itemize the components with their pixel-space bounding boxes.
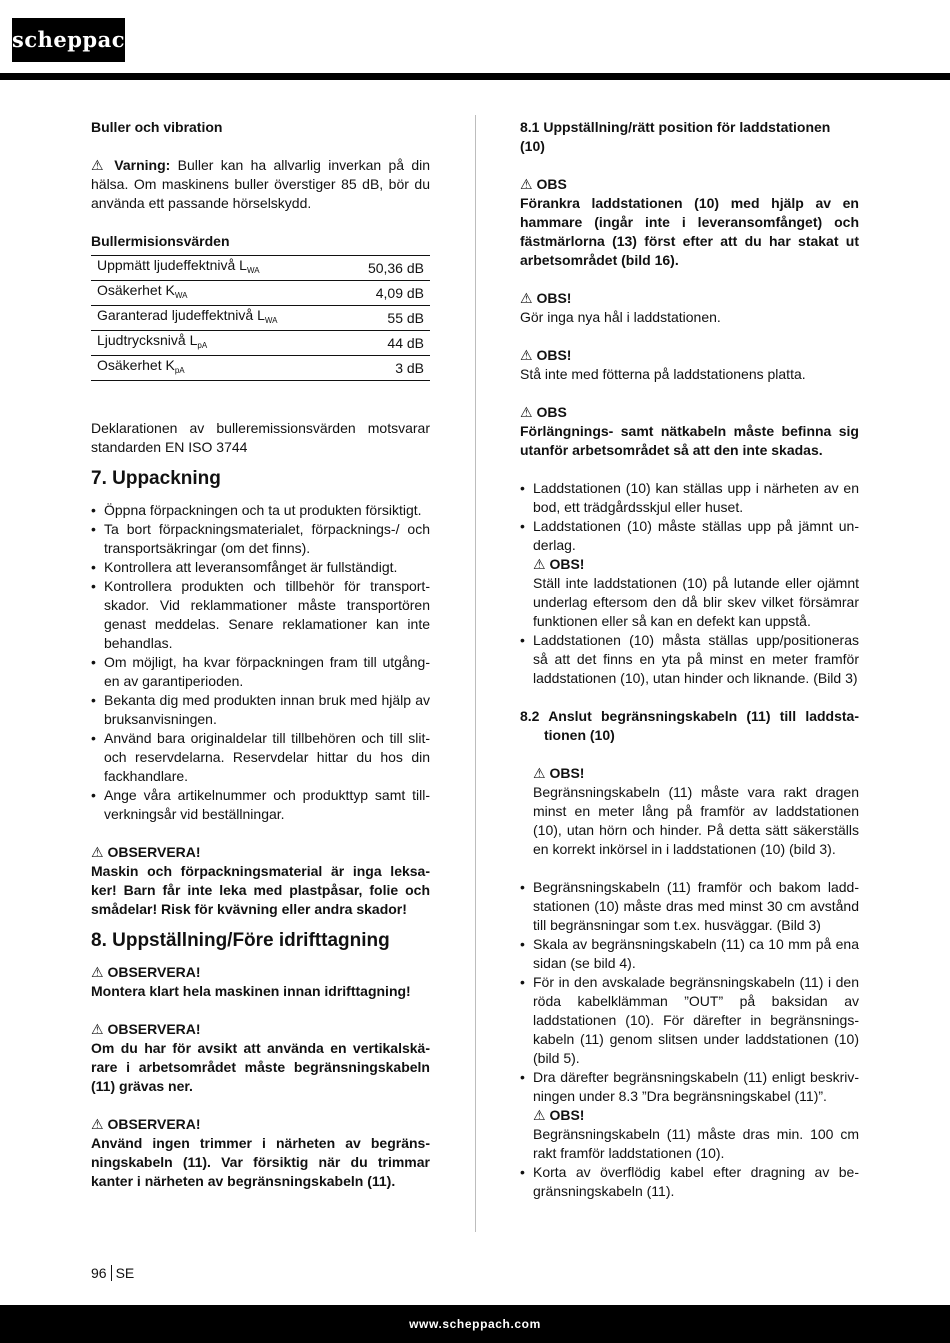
obs-e-text: Begränsningskabeln (11) måste vara rakt dragen minst en meter lång på framför av laddstationen (10), utan hörn och hinder. På detta sätt säkerställs en korrekt inkörsel in i laddstationen (10) (bild 3).	[533, 784, 859, 857]
noise-warning	[91, 156, 430, 213]
section7-title: 7. Uppackning	[91, 468, 221, 489]
row-label: Uppmätt ljudeffektnivå L	[97, 257, 247, 273]
obs-label: OBS!	[549, 1107, 585, 1123]
list-item: • Använd bara originaldelar till tillbehören och till slit-och reservdelarna. Reservdelar hittar du hos din fackhandlare.	[91, 729, 430, 786]
obs-label: OBS!	[536, 290, 572, 306]
observera-4-text: Använd ingen trimmer i närheten av begräns-ningskabeln (11). Var försiktig när du trimmar kanter i närheten av begränsningskabeln (11).	[91, 1135, 430, 1189]
list-item	[520, 1068, 859, 1163]
obs-c	[520, 346, 859, 365]
obs-a	[520, 175, 859, 194]
list-item: • Korta av överflödig kabel efter dragning av be-gränsningskabeln (11).	[520, 1163, 859, 1201]
warning-icon: ⚠	[91, 964, 104, 980]
footer-separator	[111, 1265, 112, 1281]
column-divider	[475, 115, 476, 1232]
header-bar	[0, 73, 950, 80]
obs-label: OBS!	[536, 347, 572, 363]
left-column	[91, 118, 430, 1191]
table-row	[91, 356, 430, 381]
list-item: • Om möjligt, ha kvar förpackningen fram till utgång-en av garantiperioden.	[91, 653, 430, 691]
observera-2-text: Montera klart hela maskinen innan idrifttagning!	[91, 983, 411, 999]
section82-title: 8.2 Anslut begränsningskabeln (11) till laddsta-tionen (10)	[520, 708, 859, 743]
list-item: • För in den avskalade begränsningskabeln (11) i den röda kabelklämman ”OUT” på baksidan av laddstationen (10). För därefter in begränsnings-kabeln (11) genom slitsen under laddstationen (10) (bild 5).	[520, 973, 859, 1068]
list-obs	[533, 1106, 859, 1125]
obs-label: OBS	[536, 176, 567, 192]
observera-label: OBSERVERA!	[107, 964, 201, 980]
table-row	[91, 256, 430, 281]
warning-icon: ⚠	[520, 347, 533, 363]
table-row	[91, 306, 430, 331]
warning-icon: ⚠	[91, 844, 104, 860]
row-label: Garanterad ljudeffektnivå L	[97, 307, 265, 323]
observera-3	[91, 1020, 430, 1039]
row-value: 3 dB	[341, 356, 430, 381]
language-code: SE	[115, 1265, 135, 1281]
list-item-text: Laddstationen (10) måste ställas upp på jämnt un-derlag.	[533, 518, 859, 553]
observera-label: OBSERVERA!	[107, 844, 201, 860]
placement-list	[520, 479, 859, 688]
brand-logo: scheppach	[12, 18, 125, 62]
list-item: • Begränsningskabeln (11) framför och bakom ladd-stationen (10) måste dras med minst 30 cm avstånd till begränsningar som t.ex. husväggar. (Bild 3)	[520, 878, 859, 935]
list-item: • Ta bort förpackningsmaterialet, förpacknings-/ och transportsäkringar (om det finns).	[91, 520, 430, 558]
row-label: Ljudtrycksnivå L	[97, 332, 198, 348]
table-row	[91, 281, 430, 306]
list-item: • Laddstationen (10) kan ställas upp i närheten av en bod, ett trädgårdsskjul eller huset.	[520, 479, 859, 517]
section7-list	[91, 501, 430, 824]
observera-2	[91, 963, 430, 982]
website-link[interactable]: www.scheppach.com	[409, 1317, 541, 1331]
emission-table	[91, 255, 430, 381]
observera-1	[91, 843, 430, 862]
list-obs-text: Begränsningskabeln (11) måste dras min. 100 cm rakt framför laddstationen (10).	[533, 1126, 859, 1161]
observera-3-text: Om du har för avsikt att använda en vertikalskä-rare i arbetsområdet måste begränsningskabeln (11) grävas ner.	[91, 1040, 430, 1094]
row-sub: WA	[246, 266, 260, 275]
obs-e	[533, 764, 859, 783]
list-item: • Kontrollera produkten och tillbehör för transport-skador. Vid reklammationer måste transportören genast meddelas. Senare reklamationer kan inte behandlas.	[91, 577, 430, 653]
warning-icon: ⚠	[520, 290, 533, 306]
list-item: • Öppna förpackningen och ta ut produkten försiktigt.	[91, 501, 430, 520]
observera-label: OBSERVERA!	[107, 1116, 201, 1132]
row-value: 44 dB	[341, 331, 430, 356]
list-item: • Laddstationen (10) måsta ställas upp/positioneras så att det finns en yta på minst en meter framför laddstationen (10), utan hinder och liknande. (Bild 3)	[520, 631, 859, 688]
obs-c-text: Stå inte med fötterna på laddstationens platta.	[520, 366, 806, 382]
row-sub: pA	[174, 366, 185, 375]
noise-heading: Buller och vibration	[91, 119, 223, 135]
obs-label: OBS	[536, 404, 567, 420]
declaration-text: Deklarationen av bulleremissionsvärden motsvarar standarden EN ISO 3744	[91, 420, 430, 455]
obs-label: OBS!	[549, 556, 585, 572]
page-footer	[91, 1265, 134, 1281]
observera-4	[91, 1115, 430, 1134]
right-column	[520, 118, 859, 1201]
page-number: 96	[91, 1265, 107, 1281]
warning-icon: ⚠	[520, 176, 533, 192]
list-item: • Kontrollera att leveransomfånget är fullständigt.	[91, 558, 430, 577]
table-row	[91, 331, 430, 356]
row-value: 4,09 dB	[341, 281, 430, 306]
obs-b-text: Gör inga nya hål i laddstationen.	[520, 309, 721, 325]
list-item: • Ange våra artikelnummer och produkttyp samt till-verkningsår vid beställningar.	[91, 786, 430, 824]
list-item: • Bekanta dig med produkten innan bruk med hjälp av bruksanvisningen.	[91, 691, 430, 729]
row-value: 50,36 dB	[341, 256, 430, 281]
row-sub: WA	[174, 291, 188, 300]
section81-title: 8.1 Uppställning/rätt position för laddstationen (10)	[520, 119, 831, 154]
warning-icon: ⚠	[533, 556, 546, 572]
warning-icon: ⚠	[520, 404, 533, 420]
obs-label: OBS!	[549, 765, 585, 781]
emission-heading: Bullermisionsvärden	[91, 233, 230, 249]
list-item-text: Dra därefter begränsningskabeln (11) enligt beskriv-ningen under 8.3 ”Dra begränsningskabel (11)”.	[533, 1069, 859, 1104]
warning-label: Varning:	[114, 157, 171, 173]
list-obs-text: Ställ inte laddstationen (10) på lutande eller ojämnt underlag eftersom den då blir skev vilket försämrar funktionen eller så kan en defekt kan uppstå.	[533, 575, 859, 629]
row-value: 55 dB	[341, 306, 430, 331]
observera-1-text: Maskin och förpackningsmaterial är inga leksa-ker! Barn får inte leka med plastpåsar, folie och smådelar! Risk för kvävning eller andra skador!	[91, 863, 430, 917]
row-label: Osäkerhet K	[97, 282, 175, 298]
list-item: • Skala av begränsningskabeln (11) ca 10 mm på ena sidan (se bild 4).	[520, 935, 859, 973]
warning-icon: ⚠	[91, 1116, 104, 1132]
warning-icon: ⚠	[91, 1021, 104, 1037]
obs-d-text: Förlängnings- samt nätkabeln måste befinna sig utanför arbetsområdet så att den inte skadas.	[520, 423, 859, 458]
list-item	[520, 517, 859, 631]
row-sub: pA	[197, 341, 208, 350]
row-label: Osäkerhet K	[97, 357, 175, 373]
warning-icon: ⚠	[91, 157, 107, 173]
warning-icon: ⚠	[533, 765, 546, 781]
obs-e-block	[520, 764, 859, 859]
cable-list	[520, 878, 859, 1201]
observera-label: OBSERVERA!	[107, 1021, 201, 1037]
obs-d	[520, 403, 859, 422]
obs-b	[520, 289, 859, 308]
section8-title: 8. Uppställning/Före idrifttagning	[91, 930, 390, 951]
warning-icon: ⚠	[533, 1107, 546, 1123]
list-obs	[533, 555, 859, 574]
row-sub: WA	[264, 316, 278, 325]
footer-bar	[0, 1305, 950, 1343]
warning-text: Buller kan ha allvarlig inverkan på din hälsa. Om maskinens buller överstiger 85 dB, bör du använda ett passande hörselskydd.	[91, 157, 430, 211]
obs-a-text: Förankra laddstationen (10) med hjälp av en hammare (ingår inte i leveransomfånget) och fästmärlorna (13) först efter att du har stakat ut arbetsområdet (bild 16).	[520, 195, 859, 268]
